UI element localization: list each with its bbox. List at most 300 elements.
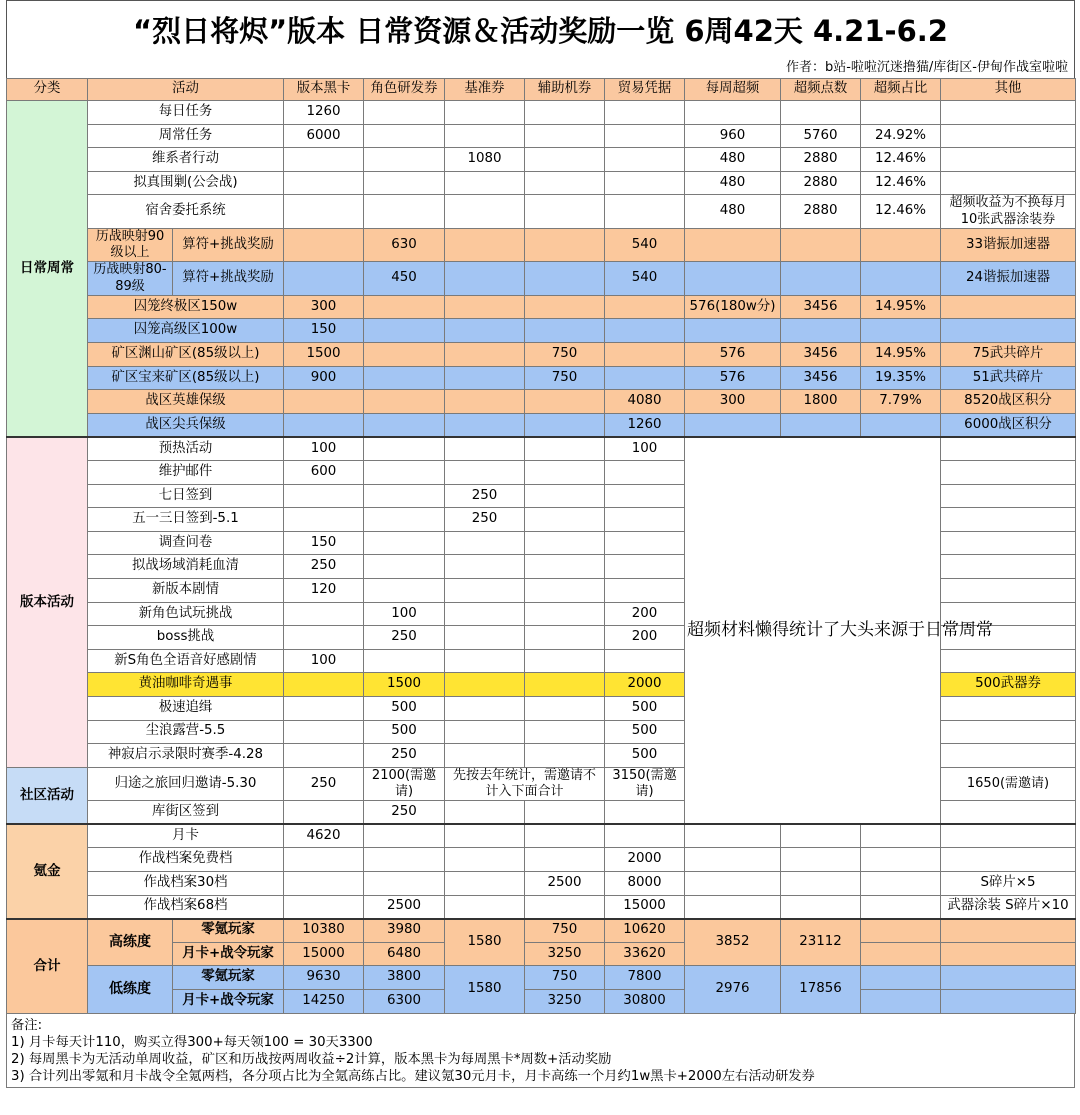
value-cell <box>941 720 1076 744</box>
player-type: 月卡+战令玩家 <box>173 942 284 966</box>
value-cell: 540 <box>605 262 685 296</box>
value-cell: 2100(需邀请) <box>364 767 445 801</box>
activity-name: 维系者行动 <box>88 148 284 172</box>
activity-name: 五一三日签到-5.1 <box>88 508 284 532</box>
value-cell <box>941 148 1076 172</box>
value-cell <box>364 461 445 485</box>
value-cell <box>284 148 364 172</box>
value-cell <box>605 343 685 367</box>
value-cell <box>364 171 445 195</box>
value-cell <box>781 848 861 872</box>
value-cell <box>941 990 1076 1014</box>
table-row <box>7 966 1076 990</box>
activity-name: 周常任务 <box>88 124 284 148</box>
value-cell: S碎片×5 <box>941 872 1076 896</box>
value-cell: 1500 <box>284 343 364 367</box>
value-cell <box>445 848 525 872</box>
header-cell: 每周超频 <box>685 79 781 101</box>
activity-name: 库街区签到 <box>88 801 284 825</box>
value-cell: 23112 <box>781 919 861 966</box>
value-cell <box>861 990 941 1014</box>
value-cell: 576 <box>685 343 781 367</box>
value-cell <box>445 824 525 848</box>
value-cell: 15000 <box>284 942 364 966</box>
value-cell <box>364 148 445 172</box>
table-row <box>7 343 1076 367</box>
header-cell: 超频点数 <box>781 79 861 101</box>
value-cell <box>445 366 525 390</box>
player-type: 零氪玩家 <box>173 966 284 990</box>
value-cell <box>525 579 605 603</box>
table-row <box>7 79 1076 101</box>
value-cell <box>284 848 364 872</box>
value-cell <box>525 319 605 343</box>
value-cell <box>685 262 781 296</box>
value-cell <box>605 555 685 579</box>
value-cell: 630 <box>364 228 445 262</box>
value-cell <box>941 508 1076 532</box>
value-cell <box>861 848 941 872</box>
value-cell <box>685 895 781 919</box>
header-cell: 活动 <box>88 79 284 101</box>
value-cell: 19.35% <box>861 366 941 390</box>
value-cell <box>861 895 941 919</box>
table-row <box>7 124 1076 148</box>
table-row <box>7 390 1076 414</box>
value-cell <box>445 895 525 919</box>
value-cell: 3456 <box>781 295 861 319</box>
value-cell <box>605 508 685 532</box>
value-cell <box>861 942 941 966</box>
invite-note: 先按去年统计，需邀请不计入下面合计 <box>445 767 605 801</box>
value-cell <box>781 262 861 296</box>
value-cell <box>605 295 685 319</box>
value-cell <box>605 801 685 825</box>
activity-name: 新版本剧情 <box>88 579 284 603</box>
value-cell <box>685 872 781 896</box>
value-cell: 3250 <box>525 942 605 966</box>
value-cell <box>941 295 1076 319</box>
value-cell <box>364 195 445 229</box>
value-cell: 武器涂装 S碎片×10 <box>941 895 1076 919</box>
value-cell <box>364 872 445 896</box>
value-cell: 576 <box>685 366 781 390</box>
activity-name: 作战档案免费档 <box>88 848 284 872</box>
value-cell <box>525 508 605 532</box>
value-cell <box>445 437 525 461</box>
value-cell <box>941 801 1076 825</box>
value-cell: 500武器券 <box>941 673 1076 697</box>
overclock-note: 超频材料懒得统计了大头来源于日常周常 <box>685 437 941 824</box>
table-row <box>7 195 1076 229</box>
player-type: 月卡+战令玩家 <box>173 990 284 1014</box>
notes-heading: 备注: <box>11 1017 43 1033</box>
value-cell: 2500 <box>364 895 445 919</box>
value-cell <box>605 366 685 390</box>
value-cell <box>941 461 1076 485</box>
value-cell <box>605 461 685 485</box>
notes-section <box>6 1014 1075 1088</box>
value-cell: 7.79% <box>861 390 941 414</box>
value-cell: 1580 <box>445 966 525 1013</box>
value-cell <box>364 124 445 148</box>
value-cell <box>525 195 605 229</box>
activity-name: 囚笼终极区150w <box>88 295 284 319</box>
value-cell: 480 <box>685 148 781 172</box>
category-community: 社区活动 <box>7 767 88 824</box>
value-cell: 4080 <box>605 390 685 414</box>
value-cell <box>941 531 1076 555</box>
value-cell: 14.95% <box>861 295 941 319</box>
player-type: 零氪玩家 <box>173 919 284 943</box>
value-cell: 2880 <box>781 195 861 229</box>
value-cell <box>525 696 605 720</box>
value-cell <box>445 696 525 720</box>
value-cell: 24谐振加速器 <box>941 262 1076 296</box>
table-row <box>7 872 1076 896</box>
activity-name: 归途之旅回归邀请-5.30 <box>88 767 284 801</box>
value-cell <box>941 848 1076 872</box>
value-cell: 2500 <box>525 872 605 896</box>
value-cell: 超频收益为不换每月10张武器涂装券 <box>941 195 1076 229</box>
value-cell: 7800 <box>605 966 685 990</box>
value-cell <box>781 413 861 437</box>
category-version: 版本活动 <box>7 437 88 767</box>
value-cell <box>525 848 605 872</box>
value-cell <box>284 720 364 744</box>
value-cell: 4620 <box>284 824 364 848</box>
value-cell: 250 <box>364 626 445 650</box>
value-cell <box>445 319 525 343</box>
table-row <box>7 262 1076 296</box>
activity-name: 新S角色全语音好感剧情 <box>88 649 284 673</box>
table-row <box>7 824 1076 848</box>
value-cell <box>284 171 364 195</box>
value-cell: 100 <box>284 437 364 461</box>
value-cell <box>941 171 1076 195</box>
value-cell: 3150(需邀请) <box>605 767 685 801</box>
value-cell: 8000 <box>605 872 685 896</box>
value-cell <box>284 195 364 229</box>
value-cell: 24.92% <box>861 124 941 148</box>
value-cell <box>445 579 525 603</box>
table-row <box>7 919 1076 943</box>
value-cell: 1260 <box>284 101 364 125</box>
value-cell: 300 <box>284 295 364 319</box>
resource-table <box>6 78 1076 1014</box>
value-cell <box>525 895 605 919</box>
value-cell <box>525 228 605 262</box>
value-cell: 3250 <box>525 990 605 1014</box>
value-cell: 6300 <box>364 990 445 1014</box>
value-cell: 33620 <box>605 942 685 966</box>
level-label: 低练度 <box>88 966 173 1013</box>
value-cell <box>284 484 364 508</box>
value-cell <box>445 262 525 296</box>
value-cell <box>284 508 364 532</box>
value-cell <box>284 228 364 262</box>
value-cell: 12.46% <box>861 171 941 195</box>
activity-name: 历战映射90级以上 <box>88 228 173 262</box>
value-cell <box>284 696 364 720</box>
value-cell: 100 <box>364 602 445 626</box>
value-cell <box>605 484 685 508</box>
value-cell: 750 <box>525 343 605 367</box>
value-cell <box>605 531 685 555</box>
value-cell: 750 <box>525 919 605 943</box>
value-cell: 1080 <box>445 148 525 172</box>
value-cell <box>941 319 1076 343</box>
activity-name: 维护邮件 <box>88 461 284 485</box>
value-cell <box>685 413 781 437</box>
activity-name: 神寂启示录限时赛季-4.28 <box>88 744 284 768</box>
value-cell: 12.46% <box>861 148 941 172</box>
value-cell: 3456 <box>781 366 861 390</box>
value-cell <box>525 437 605 461</box>
value-cell: 960 <box>685 124 781 148</box>
value-cell <box>861 228 941 262</box>
activity-name: 矿区宝来矿区(85级以上) <box>88 366 284 390</box>
value-cell <box>941 649 1076 673</box>
value-cell: 480 <box>685 195 781 229</box>
value-cell <box>445 413 525 437</box>
value-cell <box>861 966 941 990</box>
value-cell <box>685 228 781 262</box>
value-cell <box>941 579 1076 603</box>
header-cell: 基准券 <box>445 79 525 101</box>
value-cell: 33谐振加速器 <box>941 228 1076 262</box>
value-cell <box>685 319 781 343</box>
value-cell: 150 <box>284 319 364 343</box>
header-cell: 分类 <box>7 79 88 101</box>
value-cell <box>445 101 525 125</box>
value-cell: 250 <box>445 508 525 532</box>
value-cell: 150 <box>284 531 364 555</box>
value-cell: 250 <box>364 801 445 825</box>
value-cell: 2000 <box>605 848 685 872</box>
value-cell: 500 <box>605 696 685 720</box>
value-cell: 17856 <box>781 966 861 1013</box>
value-cell <box>445 744 525 768</box>
table-row <box>7 319 1076 343</box>
value-cell <box>284 673 364 697</box>
table-row <box>7 895 1076 919</box>
value-cell <box>781 872 861 896</box>
value-cell: 900 <box>284 366 364 390</box>
value-cell: 51武共碎片 <box>941 366 1076 390</box>
value-cell <box>685 824 781 848</box>
value-cell <box>364 319 445 343</box>
value-cell <box>941 555 1076 579</box>
value-cell: 1800 <box>781 390 861 414</box>
value-cell: 1500 <box>364 673 445 697</box>
table-row <box>7 437 1076 461</box>
header-cell: 贸易凭据 <box>605 79 685 101</box>
value-cell <box>364 824 445 848</box>
author-credit: 作者：b站-啦啦沉迷撸猫/库街区-伊甸作战室啦啦 <box>6 58 1075 78</box>
header-cell: 超频占比 <box>861 79 941 101</box>
value-cell <box>364 508 445 532</box>
value-cell <box>605 101 685 125</box>
value-cell <box>781 319 861 343</box>
page-title: “烈日将烬”版本 日常资源＆活动奖励一览 6周42天 4.21-6.2 <box>6 0 1075 58</box>
value-cell <box>284 602 364 626</box>
value-cell <box>525 124 605 148</box>
value-cell <box>605 124 685 148</box>
activity-name: 尘浪露营-5.5 <box>88 720 284 744</box>
value-cell: 1260 <box>605 413 685 437</box>
value-cell <box>445 343 525 367</box>
value-cell <box>445 171 525 195</box>
value-cell <box>685 101 781 125</box>
activity-subname: 算符+挑战奖励 <box>173 228 284 262</box>
value-cell <box>605 579 685 603</box>
value-cell: 3980 <box>364 919 445 943</box>
value-cell <box>685 848 781 872</box>
value-cell <box>525 801 605 825</box>
value-cell: 6480 <box>364 942 445 966</box>
value-cell <box>525 148 605 172</box>
value-cell: 2880 <box>781 171 861 195</box>
value-cell <box>364 413 445 437</box>
value-cell <box>445 602 525 626</box>
value-cell: 300 <box>685 390 781 414</box>
value-cell <box>605 824 685 848</box>
value-cell <box>525 531 605 555</box>
value-cell <box>364 531 445 555</box>
header-cell: 角色研发券 <box>364 79 445 101</box>
value-cell <box>364 101 445 125</box>
value-cell: 6000 <box>284 124 364 148</box>
value-cell <box>861 101 941 125</box>
value-cell: 3852 <box>685 919 781 966</box>
activity-name: 作战档案68档 <box>88 895 284 919</box>
value-cell: 12.46% <box>861 195 941 229</box>
value-cell <box>941 101 1076 125</box>
table-row <box>7 148 1076 172</box>
value-cell <box>364 649 445 673</box>
note-line: 3) 合计列出零氪和月卡战令全氪两档，各分项占比为全氪高练占比。建议氪30元月卡，月卡高练一个月约1w黑卡+2000左右活动研发券 <box>11 1068 815 1084</box>
value-cell: 10620 <box>605 919 685 943</box>
value-cell <box>605 649 685 673</box>
table-row <box>7 228 1076 262</box>
table-row <box>7 848 1076 872</box>
activity-name: 矿区渊山矿区(85级以上) <box>88 343 284 367</box>
value-cell <box>525 824 605 848</box>
value-cell: 250 <box>284 767 364 801</box>
value-cell <box>941 824 1076 848</box>
value-cell: 750 <box>525 966 605 990</box>
activity-name: 每日任务 <box>88 101 284 125</box>
value-cell <box>445 720 525 744</box>
value-cell <box>525 390 605 414</box>
value-cell <box>445 461 525 485</box>
value-cell <box>941 966 1076 990</box>
activity-name: 黄油咖啡奇遇事 <box>88 673 284 697</box>
activity-name: 战区英雄保级 <box>88 390 284 414</box>
value-cell <box>364 390 445 414</box>
activity-name: 作战档案30档 <box>88 872 284 896</box>
value-cell <box>284 872 364 896</box>
activity-name: 极速追缉 <box>88 696 284 720</box>
value-cell <box>284 801 364 825</box>
activity-name: 拟真围剿(公会战) <box>88 171 284 195</box>
activity-name: 战区尖兵保级 <box>88 413 284 437</box>
value-cell <box>525 295 605 319</box>
table-row <box>7 171 1076 195</box>
value-cell <box>941 437 1076 461</box>
value-cell <box>941 942 1076 966</box>
activity-name: 宿舍委托系统 <box>88 195 284 229</box>
value-cell <box>525 101 605 125</box>
category-daily: 日常周常 <box>7 101 88 437</box>
value-cell: 3456 <box>781 343 861 367</box>
value-cell <box>445 390 525 414</box>
value-cell: 100 <box>605 437 685 461</box>
activity-name: 七日签到 <box>88 484 284 508</box>
value-cell: 500 <box>364 696 445 720</box>
value-cell: 3800 <box>364 966 445 990</box>
activity-name: 预热活动 <box>88 437 284 461</box>
value-cell: 480 <box>685 171 781 195</box>
value-cell: 250 <box>445 484 525 508</box>
value-cell: 250 <box>284 555 364 579</box>
level-label: 高练度 <box>88 919 173 966</box>
value-cell: 15000 <box>605 895 685 919</box>
value-cell: 540 <box>605 228 685 262</box>
value-cell <box>941 696 1076 720</box>
value-cell: 6000战区积分 <box>941 413 1076 437</box>
value-cell: 9630 <box>284 966 364 990</box>
value-cell <box>445 295 525 319</box>
value-cell <box>781 228 861 262</box>
value-cell <box>941 919 1076 943</box>
value-cell: 500 <box>605 744 685 768</box>
value-cell: 75武共碎片 <box>941 343 1076 367</box>
value-cell <box>445 801 525 825</box>
value-cell: 14.95% <box>861 343 941 367</box>
value-cell <box>445 626 525 650</box>
value-cell <box>861 262 941 296</box>
value-cell <box>445 195 525 229</box>
value-cell <box>284 895 364 919</box>
value-cell: 30800 <box>605 990 685 1014</box>
activity-name: boss挑战 <box>88 626 284 650</box>
value-cell <box>525 626 605 650</box>
value-cell <box>525 649 605 673</box>
value-cell: 10380 <box>284 919 364 943</box>
header-cell: 其他 <box>941 79 1076 101</box>
value-cell: 200 <box>605 602 685 626</box>
value-cell <box>364 295 445 319</box>
value-cell <box>781 101 861 125</box>
table-row <box>7 413 1076 437</box>
value-cell <box>525 461 605 485</box>
value-cell <box>605 148 685 172</box>
value-cell <box>525 555 605 579</box>
value-cell <box>364 579 445 603</box>
value-cell <box>525 673 605 697</box>
value-cell <box>445 673 525 697</box>
value-cell <box>284 262 364 296</box>
value-cell <box>364 366 445 390</box>
value-cell <box>364 848 445 872</box>
activity-subname: 算符+挑战奖励 <box>173 262 284 296</box>
value-cell <box>861 872 941 896</box>
value-cell <box>445 531 525 555</box>
value-cell: 2880 <box>781 148 861 172</box>
value-cell <box>284 626 364 650</box>
